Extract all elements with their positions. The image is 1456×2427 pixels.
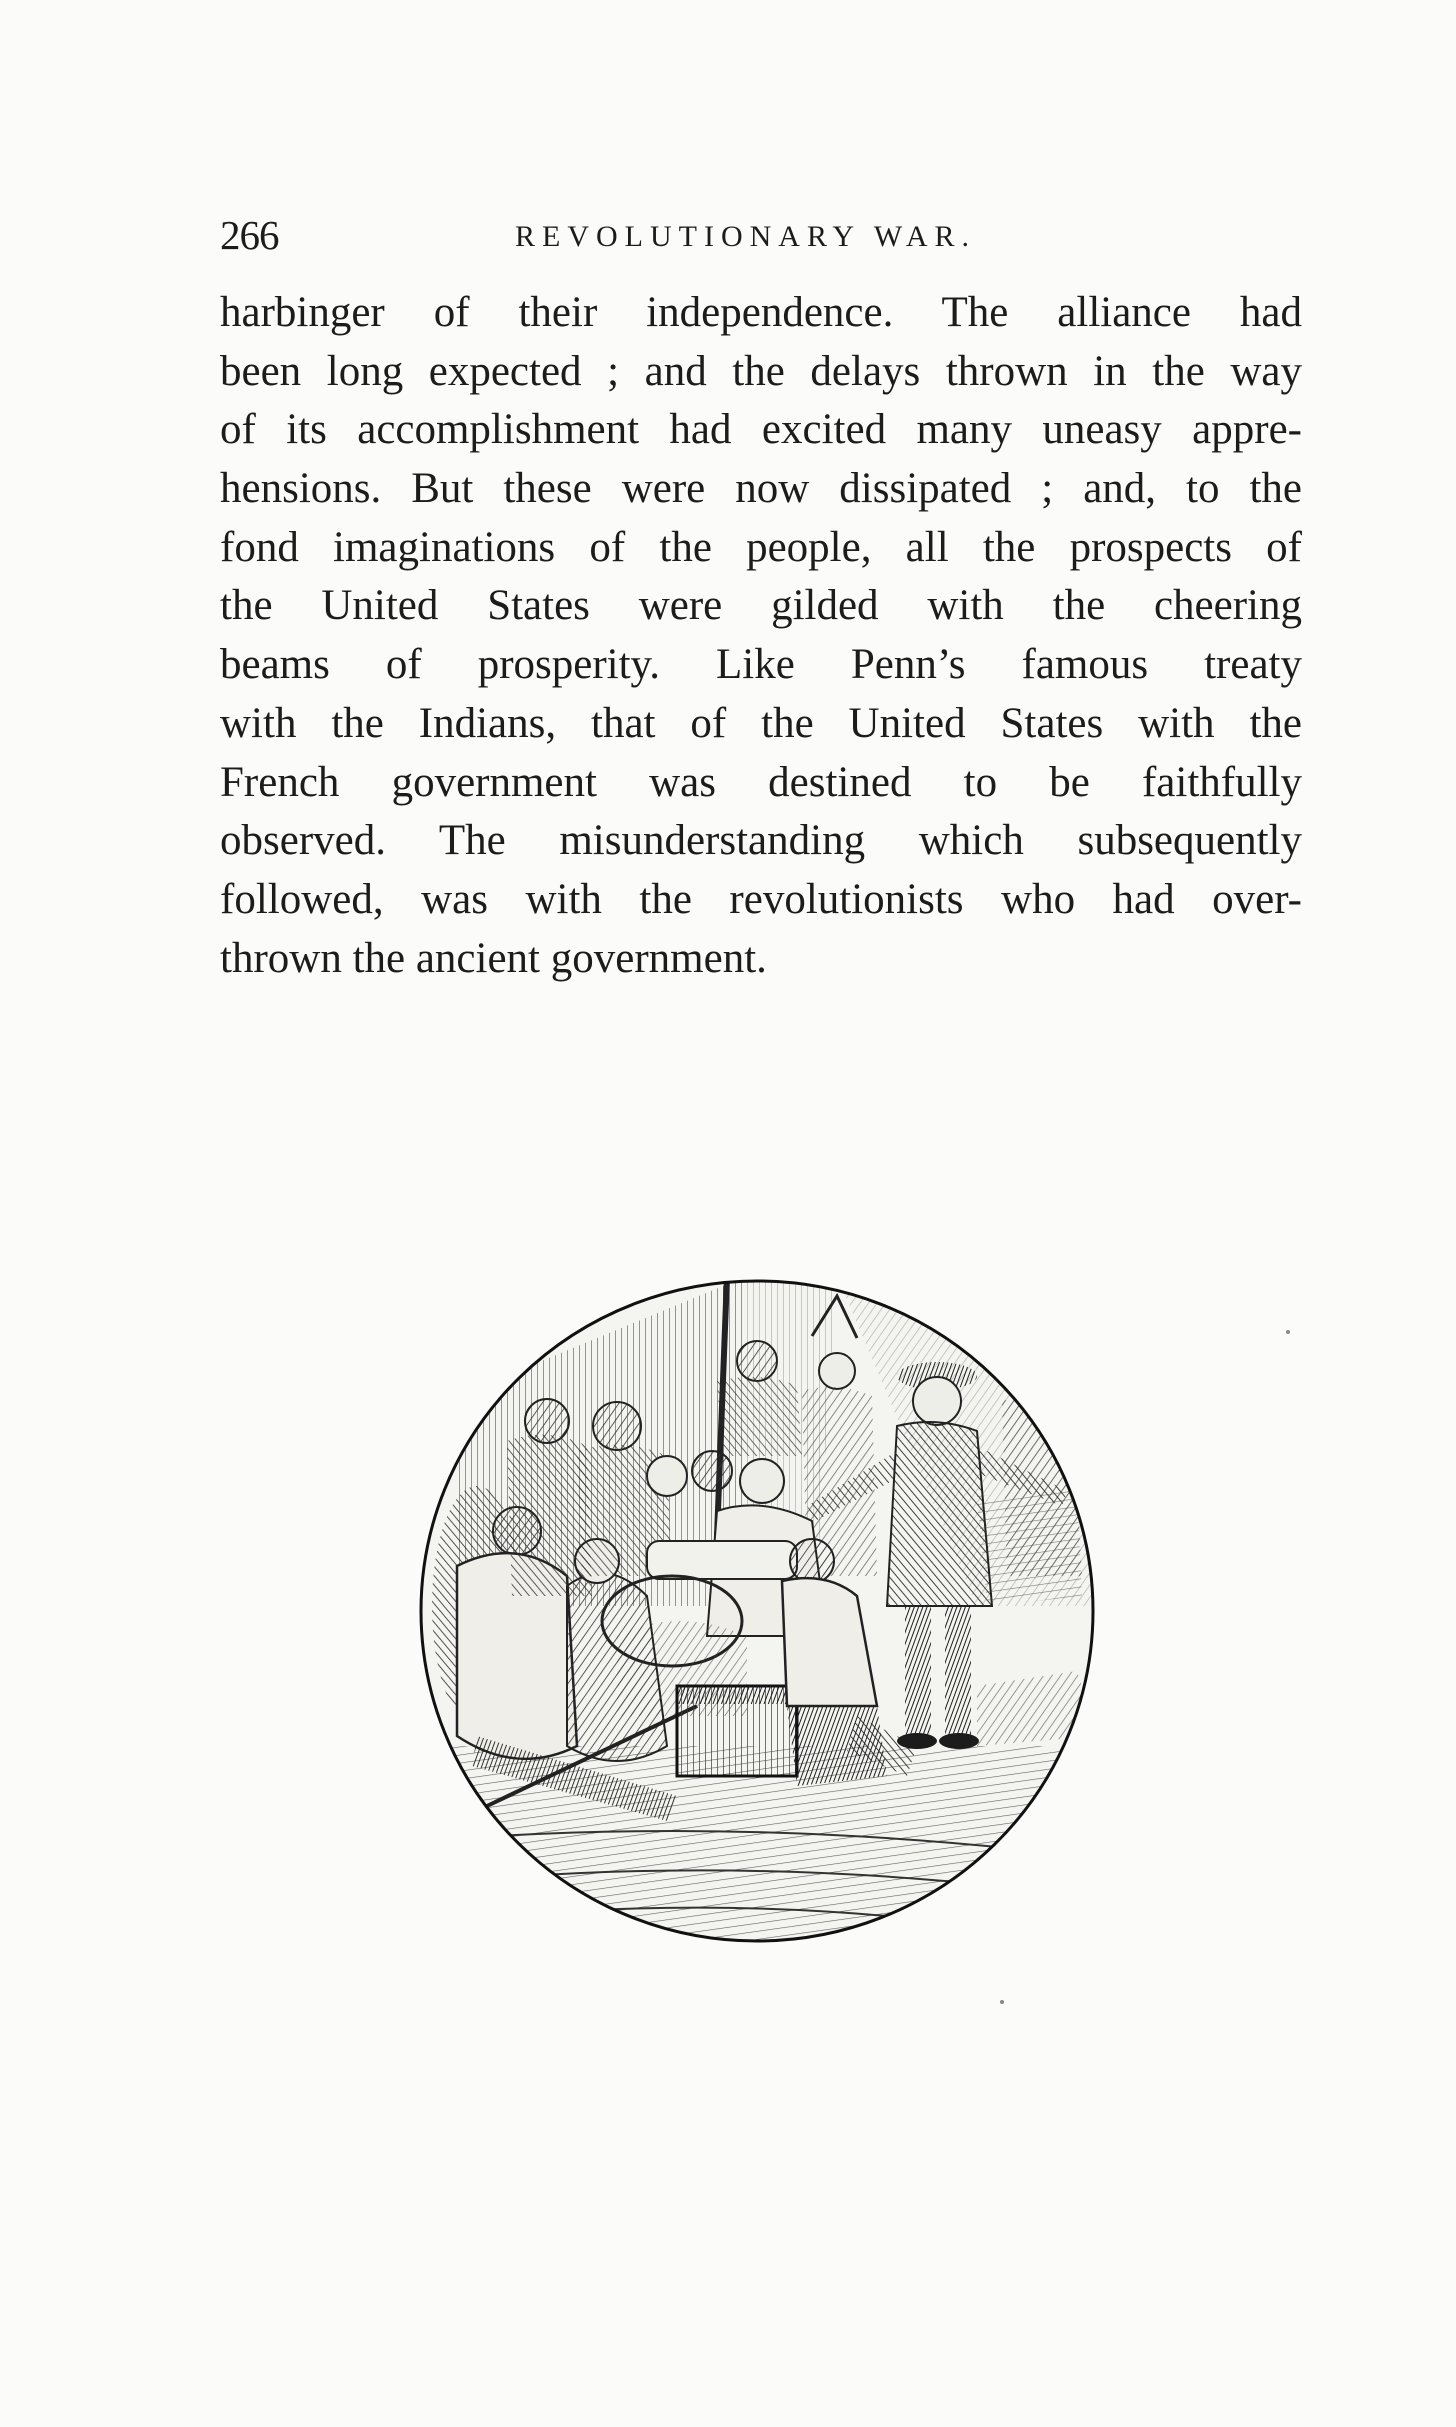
- text-line: followed, was with the revolutionists who had over-: [220, 875, 1302, 923]
- text-line: of its accomplishment had excited many uneasy appre-: [220, 406, 1302, 454]
- running-head: REVOLUTIONARY WAR.: [515, 220, 976, 253]
- text-line: fond imaginations of the people, all the prospects of: [220, 523, 1302, 571]
- stray-mark: [1286, 1330, 1290, 1334]
- page-header: [220, 205, 1302, 265]
- body-paragraph: [220, 284, 1302, 988]
- text-line: been long expected ; and the delays thrown in the way: [220, 347, 1302, 395]
- text-line: hensions. But these were now dissipated ; and, to the: [220, 465, 1302, 513]
- text-line: French government was destined to be faithfully: [220, 758, 1302, 806]
- text-line: observed. The misunderstanding which subsequently: [220, 817, 1302, 865]
- page-number: 266: [220, 212, 279, 258]
- text-line: beams of prosperity. Like Penn’s famous treaty: [220, 641, 1302, 689]
- text-line: thrown the ancient government.: [220, 934, 767, 982]
- text-line: with the Indians, that of the United States with the: [220, 699, 1302, 747]
- circular-engraving-illustration: [417, 1276, 1097, 1946]
- text-line: the United States were gilded with the cheering: [220, 582, 1302, 630]
- stray-mark: [1000, 2000, 1004, 2004]
- text-line: harbinger of their independence. The alliance had: [220, 289, 1302, 336]
- engraving-svg: [417, 1276, 1097, 1946]
